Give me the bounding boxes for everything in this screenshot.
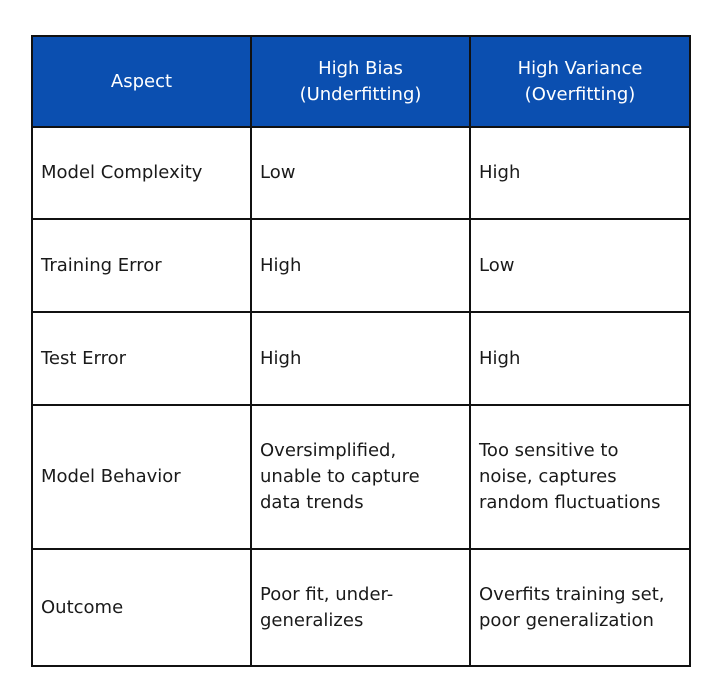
table-row bbox=[32, 127, 690, 219]
table-header-row bbox=[32, 36, 690, 127]
header-high-variance-line: High Variance bbox=[517, 57, 643, 79]
cell-text-line: noise, captures bbox=[479, 466, 617, 487]
cell-aspect bbox=[32, 219, 251, 312]
cell-aspect bbox=[32, 405, 251, 549]
cell-aspect-text: Test Error bbox=[41, 347, 127, 369]
cell-text-line: random fluctuations bbox=[479, 492, 661, 513]
cell-text-line: High bbox=[260, 347, 302, 369]
cell-text-line: High bbox=[260, 254, 302, 276]
cell-text-line: poor generalization bbox=[479, 609, 654, 631]
header-aspect-label: Aspect bbox=[110, 70, 173, 92]
cell-high-bias bbox=[251, 405, 470, 549]
table-row bbox=[32, 549, 690, 666]
header-high-bias-line: (Underfitting) bbox=[299, 83, 422, 105]
cell-text-line: unable to capture bbox=[260, 466, 420, 487]
cell-text-line: Low bbox=[260, 162, 296, 183]
table-row bbox=[32, 312, 690, 405]
cell-high-variance bbox=[470, 219, 690, 312]
header-high-variance-line: (Overfitting) bbox=[524, 83, 636, 105]
cell-text-line: Poor fit, under- bbox=[260, 583, 394, 605]
cell-high-bias bbox=[251, 549, 470, 666]
cell-high-variance bbox=[470, 127, 690, 219]
cell-text-line: Low bbox=[479, 254, 515, 276]
header-high-variance bbox=[470, 36, 690, 127]
cell-aspect-text: Outcome bbox=[41, 596, 124, 618]
cell-high-variance bbox=[470, 312, 690, 405]
cell-text-line: High bbox=[479, 347, 521, 369]
cell-high-bias bbox=[251, 312, 470, 405]
cell-aspect bbox=[32, 312, 251, 405]
cell-aspect-text: Model Complexity bbox=[41, 162, 203, 183]
bias-variance-table bbox=[31, 35, 691, 667]
cell-aspect-text: Training Error bbox=[41, 254, 162, 276]
cell-text-line: Too sensitive to bbox=[479, 440, 619, 461]
cell-text-line: Overfits training set, bbox=[479, 583, 665, 605]
table-row bbox=[32, 405, 690, 549]
cell-text-line: Oversimplified, bbox=[260, 440, 397, 461]
header-high-bias bbox=[251, 36, 470, 127]
table-row bbox=[32, 219, 690, 312]
cell-high-bias bbox=[251, 127, 470, 219]
cell-high-bias bbox=[251, 219, 470, 312]
header-aspect bbox=[32, 36, 251, 127]
cell-high-variance bbox=[470, 405, 690, 549]
cell-aspect bbox=[32, 549, 251, 666]
cell-text-line: High bbox=[479, 162, 521, 183]
cell-high-variance bbox=[470, 549, 690, 666]
cell-aspect bbox=[32, 127, 251, 219]
cell-text-line: data trends bbox=[260, 492, 364, 513]
header-high-bias-line: High Bias bbox=[318, 57, 403, 79]
cell-aspect-text: Model Behavior bbox=[41, 466, 181, 487]
cell-text-line: generalizes bbox=[260, 609, 364, 631]
